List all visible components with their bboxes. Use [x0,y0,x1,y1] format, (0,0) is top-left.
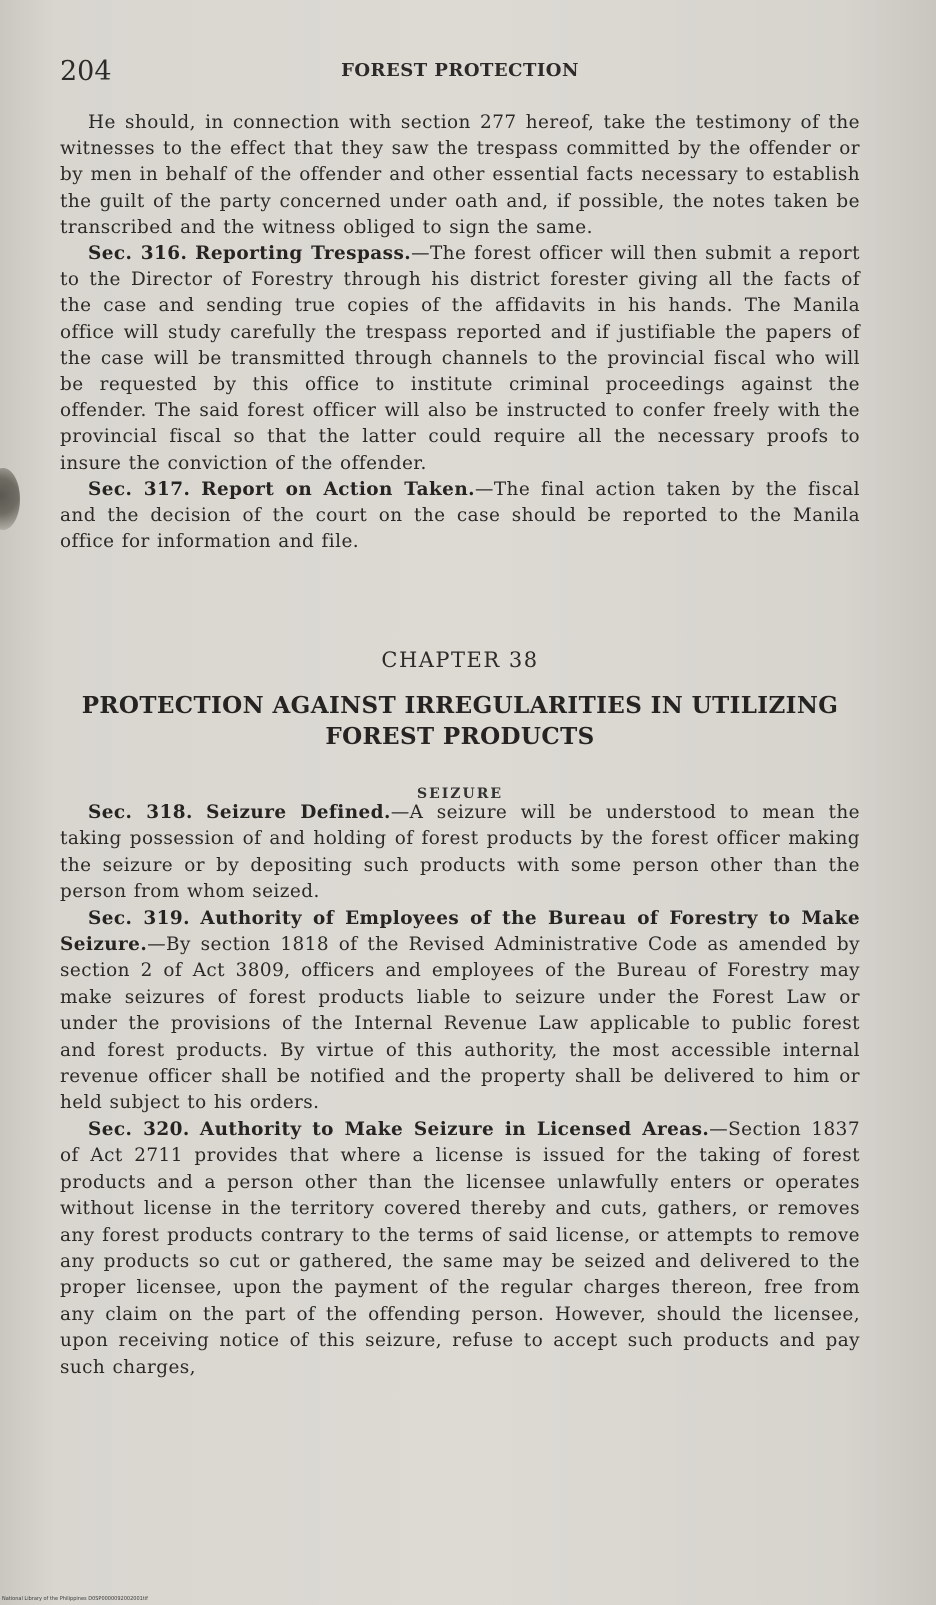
section-316 [60,241,860,477]
section-number: Sec. 318. [88,802,193,823]
section-text: —Section 1837 of Act 2711 provides that where a license is issued for the taking of forest products and a person other than the licensee unlawfully enters or operates without license in the territory covered thereby and cuts, gathers, or removes any forest products contrary to the terms of said license, or attempts to remove any products so cut or gathered, the same may be seized and delivered to the proper licensee, upon the payment of the regular charges thereon, free from any claim on the part of the offending person. However, should the licensee, upon receiving notice of this seizure, refuse to accept such products and pay such charges, [60,1118,860,1378]
paragraph-continuation [60,110,860,241]
top-text-block [60,110,860,555]
running-head: FOREST PROTECTION [341,60,579,81]
section-number: Sec. 317. [88,478,191,500]
section-number: Sec. 316. [88,243,188,265]
section-number: Sec. 320. [88,1118,190,1140]
bottom-text-block [60,800,860,1381]
section-text: —A seizure will be understood to mean the taking possession of and holding of forest products by the forest officer making the seizure or by depositing such products with some person other than the person from whom seized. [60,802,861,903]
section-title: Authority of Employees of the Bureau of Forestry to Make Seizure. [60,907,861,956]
chapter-label: CHAPTER 38 [381,648,539,672]
binding-hole-mark [0,468,20,530]
section-title: Report on Action Taken. [201,478,475,500]
section-subheading: SEIZURE [416,786,504,802]
section-title: Reporting Trespass. [195,243,412,265]
section-319 [60,906,860,1117]
page-number: 204 [60,56,112,87]
page-header [60,56,860,92]
section-318 [60,800,860,906]
section-title: Authority to Make Seizure in Licensed Areas. [199,1118,710,1140]
section-text: —By section 1818 of the Revised Administrative Code as amended by section 2 of Act 3809, officers and employees of the Bureau of Forestry may make seizures of forest products liable to seizure under the Forest Law or under the provisions of the Internal Revenue Law applicable to public forest and forest products. By virtue of this authority, the most accessible internal revenue officer shall be notified and the property shall be delivered to him or held subject to his orders. [60,934,860,1114]
section-320 [60,1117,860,1381]
scan-source-footer: National Library of the Philippines D0SP0000092002001tif [2,1596,148,1602]
section-text: —The forest officer will then submit a report to the Director of Forestry through his district forester giving all the facts of the case and sending true copies of the affidavits in his hands. The Manila office will study carefully the trespass reported and if justifiable the papers of the case will be transmitted through channels to the provincial fiscal who will be requested by this office to institute criminal proceedings against the offender. The said forest officer will also be instructed to confer freely with the provincial fiscal so that the latter could require all the necessary proofs to insure the conviction of the offender. [60,243,860,474]
paragraph-text: He should, in connection with section 277 hereof, take the testimony of the witnesses to the effect that they saw the trespass committed by the offender or by men in behalf of the offender and other essential facts necessary to establish the guilt of the party concerned under oath and, if possible, the notes taken be transcribed and the witness obliged to sign the same. [60,112,860,238]
section-title: Seizure Defined. [206,802,391,823]
chapter-title: PROTECTION AGAINST IRREGULARITIES IN UTILIZING FOREST PRODUCTS [81,692,839,750]
section-number: Sec. 319. [88,907,190,929]
section-317 [60,477,860,556]
section-text: —The final action taken by the fiscal and the decision of the court on the case should be reported to the Manila office for information and file. [60,478,860,553]
